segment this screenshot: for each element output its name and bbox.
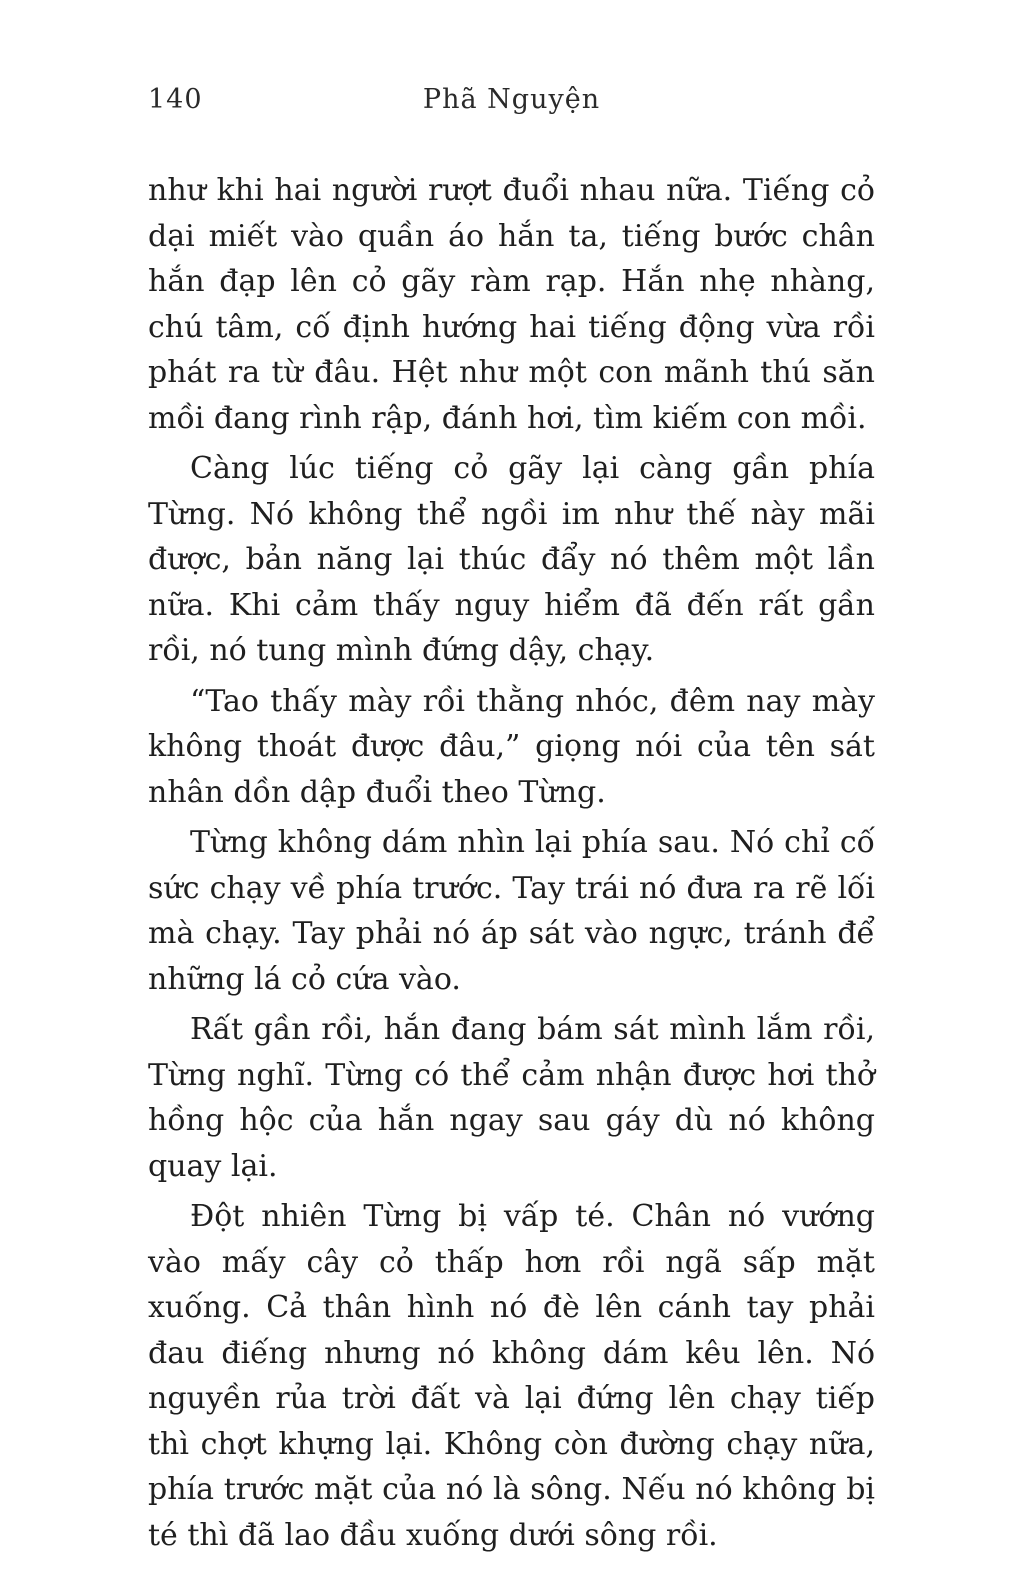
paragraph: Đột nhiên Từng bị vấp té. Chân nó vướng vào mấy cây cỏ thấp hơn rồi ngã sấp mặt xuống. Cả thân hình nó đè lên cánh tay phải đau điếng nhưng nó không dám kêu lên. Nó nguyền rủa trời đất và lại đứng lên chạy tiếp thì chợt khựng lại. Không còn đường chạy nữa, phía trước mặt của nó là sông. Nếu nó không bị té thì đã lao đầu xuống dưới sông rồi. — [148, 1199, 875, 1553]
paragraph: Càng lúc tiếng cỏ gãy lại càng gần phía Từng. Nó không thể ngồi im như thế này mãi được, bản năng lại thúc đẩy nó thêm một lần nữa. Khi cảm thấy nguy hiểm đã đến rất gần rồi, nó tung mình đứng dậy, chạy. — [148, 451, 875, 668]
running-head — [148, 84, 875, 118]
paragraph: “Tao thấy mày rồi thằng nhóc, đêm nay mày không thoát được đâu,” giọng nói của tên sát nhân dồn dập đuổi theo Từng. — [148, 683, 875, 810]
body-text — [148, 168, 875, 1558]
running-title: Phã Nguyện — [422, 84, 601, 115]
paragraph: như khi hai người rượt đuổi nhau nữa. Tiếng cỏ dại miết vào quần áo hắn ta, tiếng bước chân hắn đạp lên cỏ gãy ràm rạp. Hắn nhẹ nhàng, chú tâm, cố định hướng hai tiếng động vừa rồi phát ra từ đâu. Hệt như một con mãnh thú săn mồi đang rình rập, đánh hơi, tìm kiếm con mồi. — [148, 173, 875, 436]
paragraph: Từng không dám nhìn lại phía sau. Nó chỉ cố sức chạy về phía trước. Tay trái nó đưa ra rẽ lối mà chạy. Tay phải nó áp sát vào ngực, tránh để những lá cỏ cứa vào. — [148, 825, 875, 997]
paragraph: Rất gần rồi, hắn đang bám sát mình lắm rồi, Từng nghĩ. Từng có thể cảm nhận được hơi thở hồng hộc của hắn ngay sau gáy dù nó không quay lại. — [148, 1012, 875, 1184]
page-number: 140 — [148, 84, 203, 115]
